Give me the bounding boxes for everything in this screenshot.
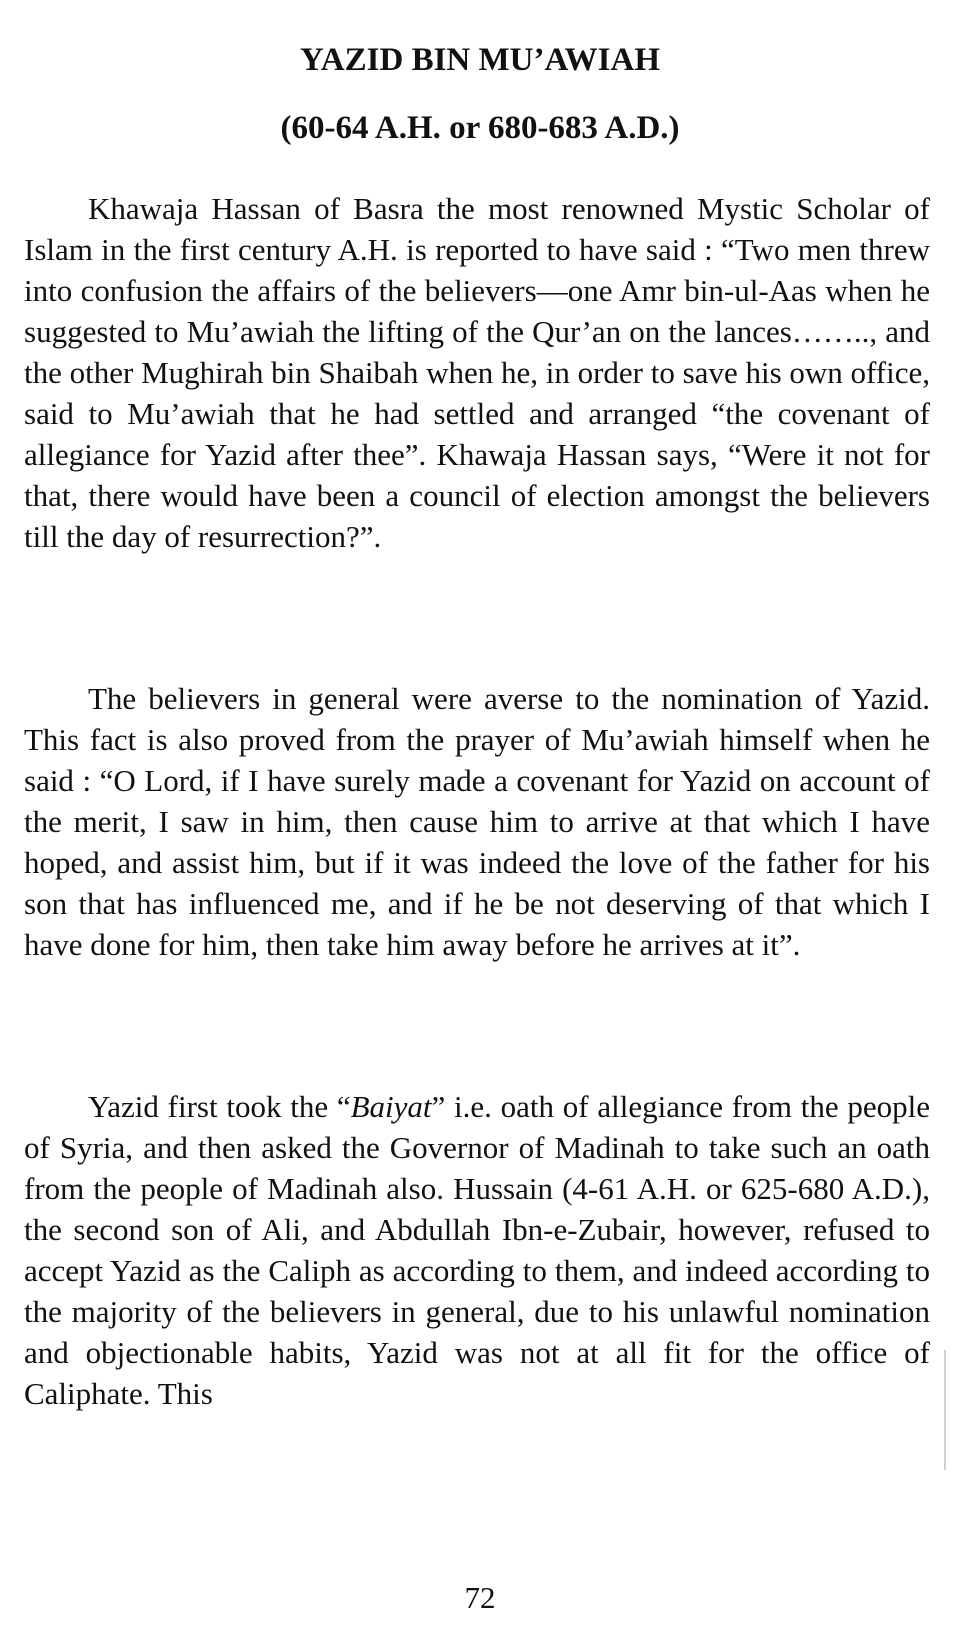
paragraph-3-start: Yazid first took the “ (88, 1089, 351, 1124)
page-number: 72 (464, 1580, 496, 1615)
paragraph-3-rest: ” i.e. oath of allegiance from the people of Syria, and then asked the Governor of Madinah to take such an oath from the people of Madinah also. Hussain (4-61 A.H. or 625-680 A.D.), the second son of Ali, and Abdullah Ibn-e-Zubair, however, refused to accept Yazid as the Caliph as according to them, and indeed according to the majority of the believers in general, due to his unlawful nomination and objectionable habits, Yazid was not at all fit for the office of Caliphate. This (24, 1089, 930, 1411)
paragraph-3-italic-term: Baiyat (350, 1089, 432, 1124)
paragraph-1: Khawaja Hassan of Basra the most renowned Mystic Scholar of Islam in the first century A.H. is reported to have said : “Two men threw into confusion the affairs of the believers—one Amr bin-ul-Aas when he suggested to Mu’awiah the lifting of the Qur’an on the lances…….., and the other Mughirah bin Shaibah when he, in order to save his own office, said to Mu’awiah that he had settled and arranged “the covenant of allegiance for Yazid after thee”. Khawaja Hassan says, “Were it not for that, there would have been a council of election amongst the believers till the day of resurrection?”. (24, 191, 930, 554)
paragraph-2: The believers in general were averse to the nomination of Yazid. This fact is also proved from the prayer of Mu’awiah himself when he said : “O Lord, if I have surely made a covenant for Yazid on account of the merit, I saw in him, then cause him to arrive at that which I have hoped, and assist him, but if it was indeed the love of the father for his son that has influenced me, and if he be not deserving of that which I have done for him, then take him away before he arrives at it”. (24, 681, 930, 962)
chapter-title: YAZID BIN MU’AWIAH (300, 42, 660, 78)
chapter-date-range: (60-64 A.H. or 680-683 A.D.) (280, 110, 680, 146)
scan-edge-mark (944, 1350, 946, 1470)
paragraph-3 (24, 1086, 930, 1414)
